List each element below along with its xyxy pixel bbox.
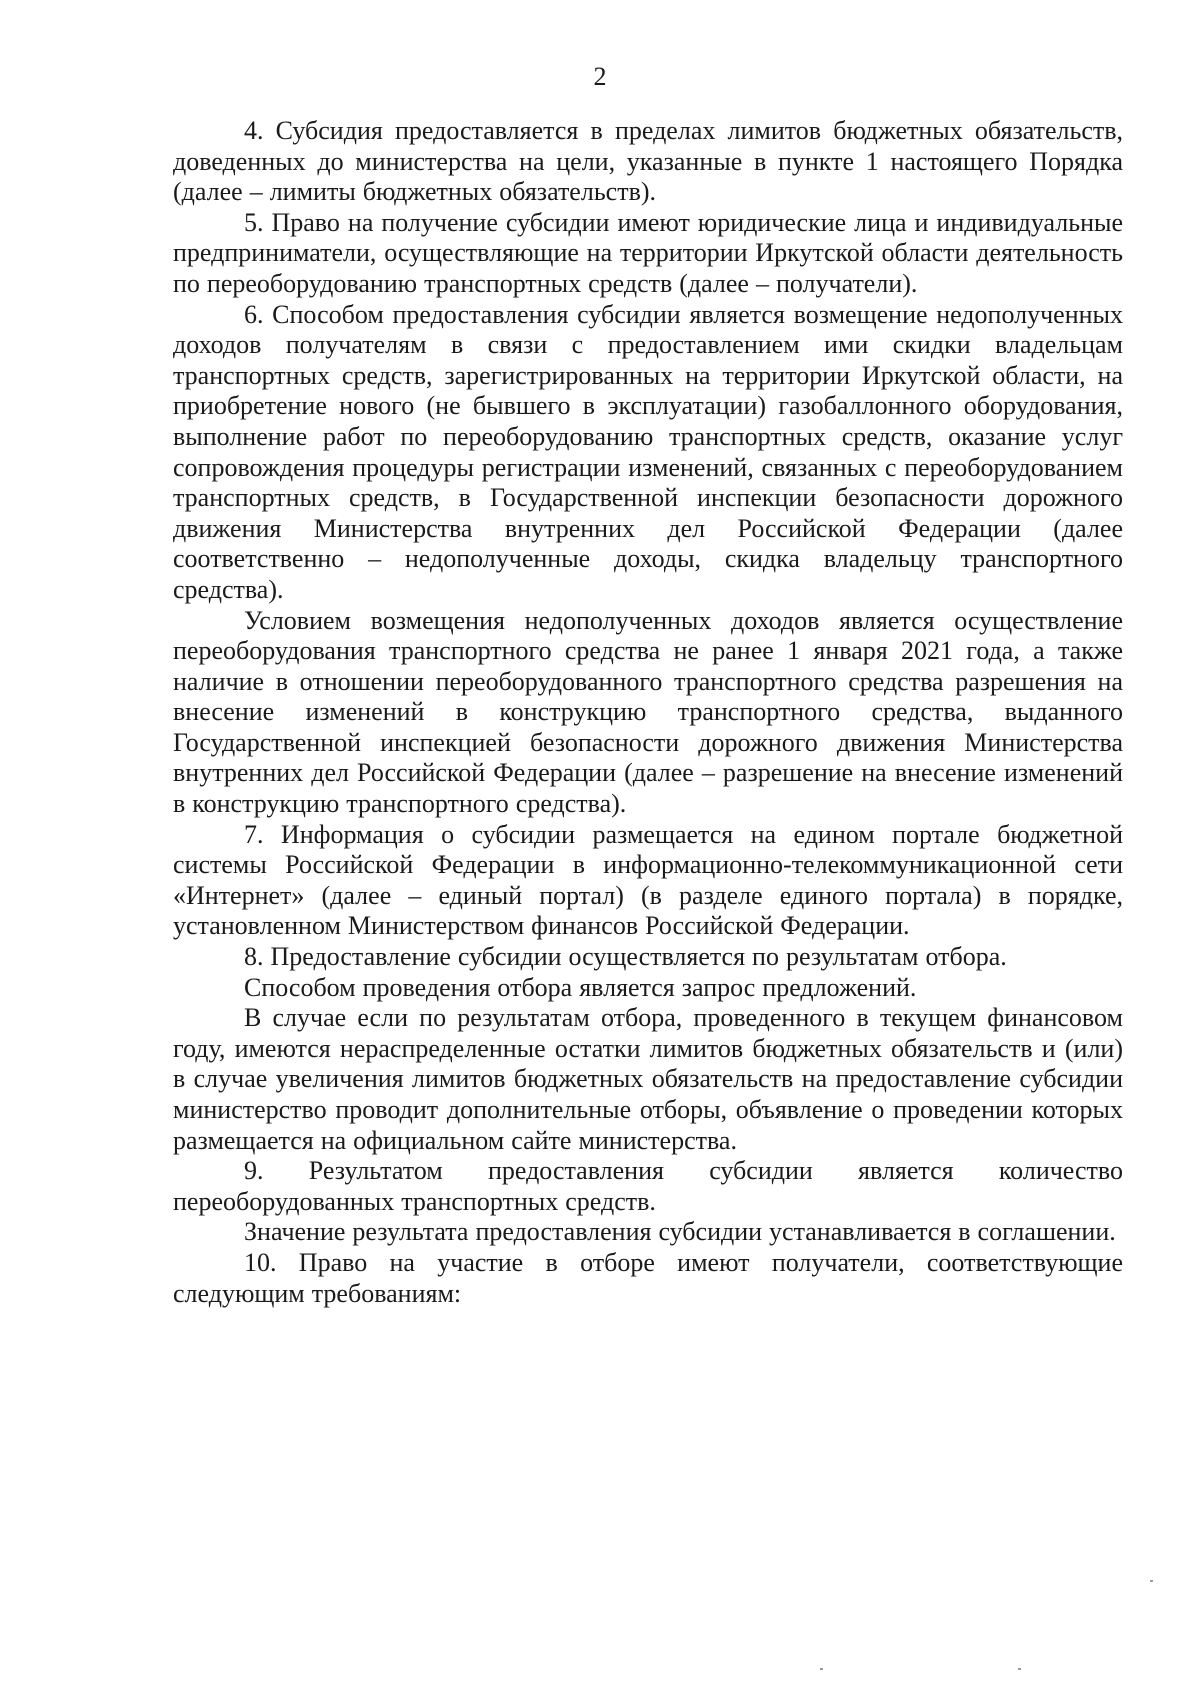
paragraph-8-additional: В случае если по результатам отбора, проведенного в текущем финансовом году, имеются нераспределенные остатки лимитов бюджетных обязательств и (или) в случае увеличения лимитов бюджетных обязательств на предоставление субсидии министерство проводит дополнительные отборы, объявление о проведении которых размещается на официальном сайте министерства. [173,1003,1123,1155]
paragraph-8-method: Способом проведения отбора является запрос предложений. [244,972,917,1002]
scan-speck [1018,1668,1021,1670]
paragraph-4: 4. Субсидия предоставляется в пределах лимитов бюджетных обязательств, доведенных до министерства на цели, указанные в пункте 1 настоящего Порядка (далее – лимиты бюджетных обязательств). [173,116,1123,207]
paragraph-8: 8. Предоставление субсидии осуществляется по результатам отбора. [244,942,1007,972]
paragraph-6: 6. Способом предоставления субсидии является возмещение недополученных доходов получателям в связи с предоставлением ими скидки владельцам транспортных средств, зарегистрированных на территории Иркутской области, на приобретение нового (не бывшего в эксплуатации) газобаллонного оборудования, выполнение работ по переоборудованию транспортных средств, оказание услуг сопровождения процедуры регистрации изменений, связанных с переоборудованием транспортных средств, в Государственной инспекции безопасности дорожного движения Министерства внутренних дел Российской Федерации (далее соответственно – недополученные доходы, скидка владельцу транспортного средства). [173,299,1123,604]
scan-speck [1150,1580,1153,1582]
document-body [173,116,1123,1309]
paragraph-9: 9. Результатом предоставления субсидии является количество переоборудованных транспортных средств. [173,1156,1123,1216]
paragraph-10: 10. Право на участие в отборе имеют получатели, соответствующие следующим требованиям: [173,1247,1123,1308]
scan-speck [820,1668,823,1670]
paragraph-6-condition: Условием возмещения недополученных доходов является осуществление переоборудования транспортного средства не ранее 1 января 2021 года, а также наличие в отношении переоборудованного транспортного средства разрешения на внесение изменений в конструкцию транспортного средства, выданного Государственной инспекцией безопасности дорожного движения Министерства внутренних дел Российской Федерации (далее – разрешение на внесение изменений в конструкцию транспортного средства). [173,605,1123,819]
paragraph-7: 7. Информация о субсидии размещается на едином портале бюджетной системы Российской Федерации в информационно-телекоммуникационной сети «Интернет» (далее – единый портал) (в разделе единого портала) в порядке, установленном Министерством финансов Российской Федерации. [173,819,1123,941]
paragraph-5: 5. Право на получение субсидии имеют юридические лица и индивидуальные предприниматели, осуществляющие на территории Иркутской области деятельность по переоборудованию транспортных средств (далее – получатели). [173,207,1123,298]
paragraph-9-value: Значение результата предоставления субсидии устанавливается в соглашении. [244,1217,1116,1247]
page-number: 2 [593,62,607,91]
